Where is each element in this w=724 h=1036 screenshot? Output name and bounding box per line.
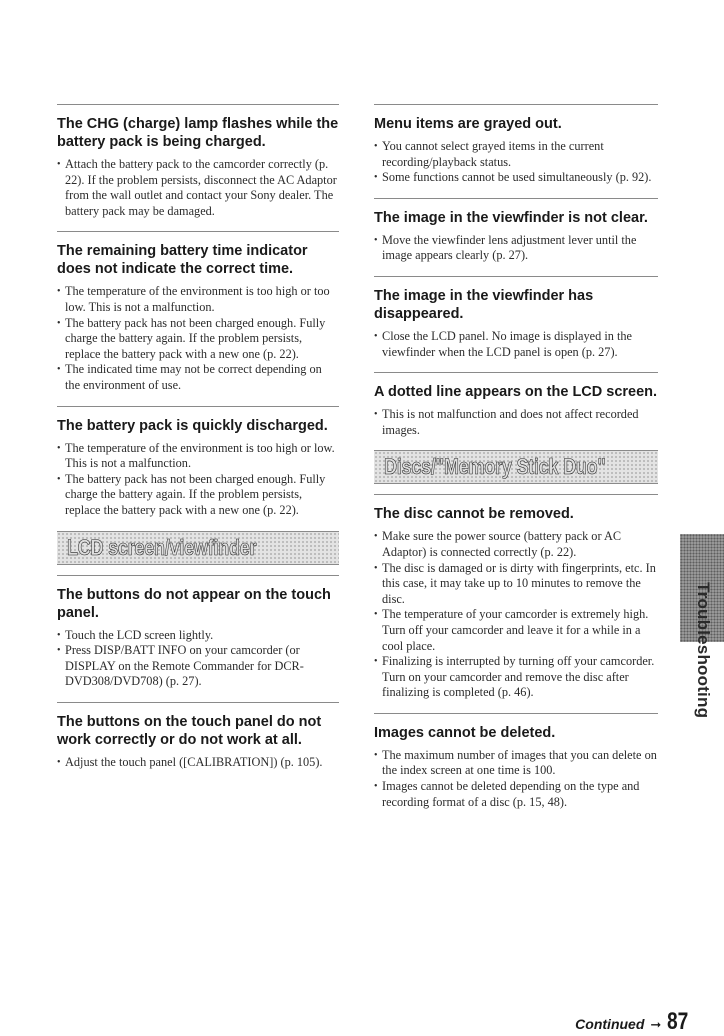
bullet-list: [374, 407, 658, 438]
section-heading: The battery pack is quickly discharged.: [57, 417, 328, 434]
left-sections-top: [57, 104, 339, 519]
bullet-list: [374, 529, 658, 701]
bullet-item: • The temperature of the environment is too high or too low. This is not a malfunction.: [57, 284, 339, 315]
troubleshooting-section: [57, 575, 339, 690]
banner-title: Discs/"Memory Stick Duo": [384, 454, 606, 480]
bullet-list: [57, 157, 339, 219]
bullet-list: [374, 748, 658, 810]
bullet-list: [374, 233, 658, 264]
bullet-item: • The temperature of the environment is too high or low. This is not a malfunction.: [57, 441, 339, 472]
left-column: [57, 104, 339, 782]
banner-title: LCD screen/viewfinder: [67, 534, 257, 560]
troubleshooting-section: [374, 198, 658, 264]
bullet-item: • Make sure the power source (battery pack or AC Adaptor) is connected correctly (p. 22).: [374, 529, 658, 560]
section-heading: The buttons on the touch panel do not work correctly or do not work at all.: [57, 713, 322, 748]
right-sections-top: [374, 104, 658, 438]
bullet-item: • Images cannot be deleted depending on the type and recording format of a disc (p. 15, 48).: [374, 779, 658, 810]
chapter-title: Troubleshooting: [694, 582, 713, 719]
troubleshooting-section: [374, 713, 658, 810]
chapter-tab-label: [691, 582, 715, 719]
troubleshooting-section: [374, 372, 658, 438]
bullet-list: [374, 139, 658, 186]
bullet-item: • The temperature of your camcorder is extremely high. Turn off your camcorder and leave it for a while in a cool place.: [374, 607, 658, 654]
bullet-item: • Some functions cannot be used simultaneously (p. 92).: [374, 170, 658, 186]
section-heading: Images cannot be deleted.: [374, 724, 556, 741]
bullet-item: • The indicated time may not be correct depending on the environment of use.: [57, 362, 339, 393]
bullet-item: • Finalizing is interrupted by turning off your camcorder. Turn on your camcorder and remove the disc after finalizing is completed (p. 46).: [374, 654, 658, 701]
troubleshooting-section: [374, 494, 658, 701]
section-heading: The image in the viewfinder has disappeared.: [374, 287, 594, 322]
continued-label: Continued: [575, 1016, 645, 1032]
troubleshooting-section: [57, 231, 339, 393]
right-sections-bottom: [374, 494, 658, 810]
section-heading: The image in the viewfinder is not clear.: [374, 209, 648, 226]
bullet-item: • Attach the battery pack to the camcorder correctly (p. 22). If the problem persists, disconnect the AC Adaptor from the wall outlet and contact your Sony dealer. The battery pack may be damaged.: [57, 157, 339, 219]
bullet-item: • Touch the LCD screen lightly.: [57, 628, 339, 644]
bullet-item: • Close the LCD panel. No image is displayed in the viewfinder when the LCD panel is open (p. 27).: [374, 329, 658, 360]
section-heading: The buttons do not appear on the touch panel.: [57, 586, 331, 621]
troubleshooting-section: [57, 406, 339, 519]
section-heading: The remaining battery time indicator does not indicate the correct time.: [57, 243, 308, 278]
troubleshooting-section: [57, 104, 339, 219]
bullet-list: [57, 284, 339, 393]
section-banner-lcd: [57, 531, 339, 565]
bullet-item: • The maximum number of images that you can delete on the index screen at one time is 100.: [374, 748, 658, 779]
bullet-item: • The battery pack has not been charged enough. Fully charge the battery again. If the problem persists, replace the battery pack with a new one (p. 22).: [57, 316, 339, 363]
bullet-item: • Adjust the touch panel ([CALIBRATION]) (p. 105).: [57, 755, 339, 771]
bullet-list: [57, 628, 339, 690]
bullet-list: [57, 441, 339, 519]
page-number: 87: [667, 1008, 689, 1035]
arrow-right-icon: ➞: [650, 1018, 662, 1033]
section-heading: The disc cannot be removed.: [374, 506, 574, 523]
bullet-list: [57, 755, 339, 771]
section-heading: Menu items are grayed out.: [374, 116, 562, 132]
troubleshooting-section: [374, 276, 658, 360]
bullet-item: • The disc is damaged or is dirty with fingerprints, etc. In this case, it may take up to 10 minutes to remove the disc.: [374, 561, 658, 608]
bullet-item: • The battery pack has not been charged enough. Fully charge the battery again. If the problem persists, replace the battery pack with a new one (p. 22).: [57, 472, 339, 519]
left-sections-bottom: [57, 575, 339, 771]
right-column: [374, 104, 658, 822]
section-banner-discs: [374, 450, 658, 484]
bullet-item: • You cannot select grayed items in the current recording/playback status.: [374, 139, 658, 170]
section-heading: The CHG (charge) lamp flashes while the battery pack is being charged.: [57, 116, 339, 150]
section-heading: A dotted line appears on the LCD screen.: [374, 384, 658, 401]
troubleshooting-section: [374, 104, 658, 186]
bullet-item: • Press DISP/BATT INFO on your camcorder (or DISPLAY on the Remote Commander for DCR-DVD308/DVD708) (p. 27).: [57, 643, 339, 690]
bullet-item: • This is not malfunction and does not affect recorded images.: [374, 407, 658, 438]
bullet-item: • Move the viewfinder lens adjustment lever until the image appears clearly (p. 27).: [374, 233, 658, 264]
troubleshooting-section: [57, 702, 339, 771]
bullet-list: [374, 329, 658, 360]
